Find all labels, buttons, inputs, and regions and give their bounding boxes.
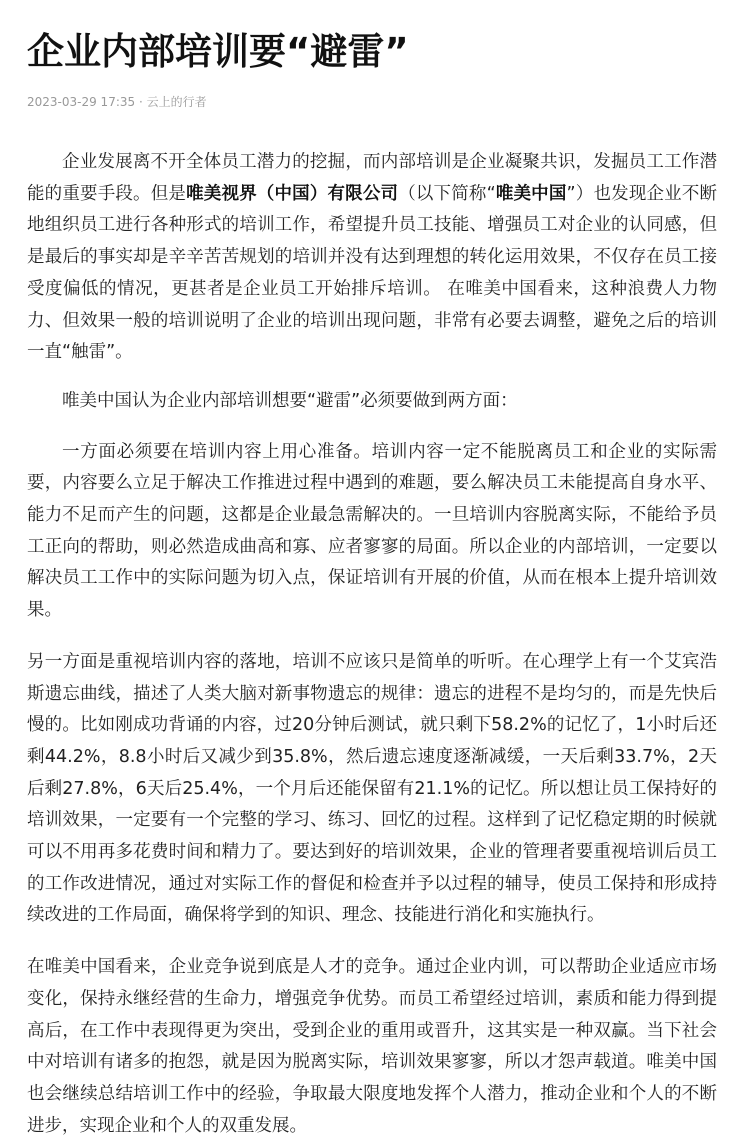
paragraph-content-preparation: 一方面必须要在培训内容上用心准备。培训内容一定不能脱离员工和企业的实际需要，内容要么立足于解决工作推进过程中遇到的难题，要么解决员工未能提高自身水平、能力不足而产生的问题，这都是企业最急需解决的。一旦培训内容脱离实际，不能给予员工正向的帮助，则必然造成曲高和寡、应者寥寥的局面。所以企业的内部培训，一定要以解决员工工作中的实际问题为切入点，保证培训有开展的价值，从而在根本上提升培训效果。	[27, 441, 717, 621]
company-short-name: 唯美中国	[495, 183, 567, 204]
paragraph-intro	[27, 147, 717, 369]
paragraph-text: ”）也发现企业不断地组织员工进行各种形式的培训工作，希望提升员工技能、增强员工对企业的认同感，但是最后的事实却是辛辛苦苦规划的培训并没有达到理想的转化运用效果，不仅存在员工接受度偏低的情况，更甚者是企业员工开始排斥培训。 在唯美中国看来，这种浪费人力物力、但效果一般的培训说明了企业的培训出现问题，非常有必要去调整，避免之后的培训一直“触雷”。	[27, 183, 718, 363]
company-name: 唯美视界（中国）有限公司	[186, 183, 399, 204]
paragraph-thesis: 唯美中国认为企业内部培训想要“避雷”必须要做到两方面：	[62, 390, 518, 411]
paragraph-text: （以下简称“	[398, 183, 496, 204]
author-name[interactable]: 云上的行者	[146, 95, 207, 109]
paragraph-training-implementation: 另一方面是重视培训内容的落地，培训不应该只是简单的听听。在心理学上有一个艾宾浩斯遗忘曲线，描述了人类大脑对新事物遗忘的规律：遗忘的进程不是均匀的，而是先快后慢的。比如刚成功背诵的内容，过20分钟后测试，就只剩下58.2%的记忆了，1小时后还剩44.2%，8.8小时后又减少到35.8%，然后遗忘速度逐渐减缓，一天后剩33.7%，2天后剩27.8%，6天后25.4%，一个月后还能保留有21.1%的记忆。所以想让员工保持好的培训效果，一定要有一个完整的学习、练习、回忆的过程。这样到了记忆稳定期的时候就可以不用再多花费时间和精力了。要达到好的培训效果，企业的管理者要重视培训后员工的工作改进情况，通过对实际工作的督促和检查并予以过程的辅导，使员工保持和形成持续改进的工作局面，确保将学到的知识、理念、技能进行消化和实施执行。	[27, 651, 717, 926]
article-title: 企业内部培训要“避雷”	[27, 30, 409, 73]
publish-date: 2023-03-29 17:35	[27, 95, 136, 109]
article-meta	[27, 93, 740, 111]
article-body	[27, 147, 717, 1142]
paragraph-text: 企业发展离不开全体员工潜力的挖掘，而内部培训是企业凝聚共识，发掘员工工作潜能的重要手段。但是	[27, 152, 717, 204]
paragraph-conclusion: 在唯美中国看来，企业竞争说到底是人才的竞争。通过企业内训，可以帮助企业适应市场变化，保持永继经营的生命力，增强竞争优势。而员工希望经过培训，素质和能力得到提高后，在工作中表现得更为突出，受到企业的重用或晋升，这其实是一种双赢。当下社会中对培训有诸多的抱怨，就是因为脱离实际，培训效果寥寥，所以才怨声载道。唯美中国也会继续总结培训工作中的经验，争取最大限度地发挥个人潜力，推动企业和个人的不断进步，实现企业和个人的双重发展。	[27, 957, 717, 1136]
meta-separator: ·	[135, 95, 147, 109]
